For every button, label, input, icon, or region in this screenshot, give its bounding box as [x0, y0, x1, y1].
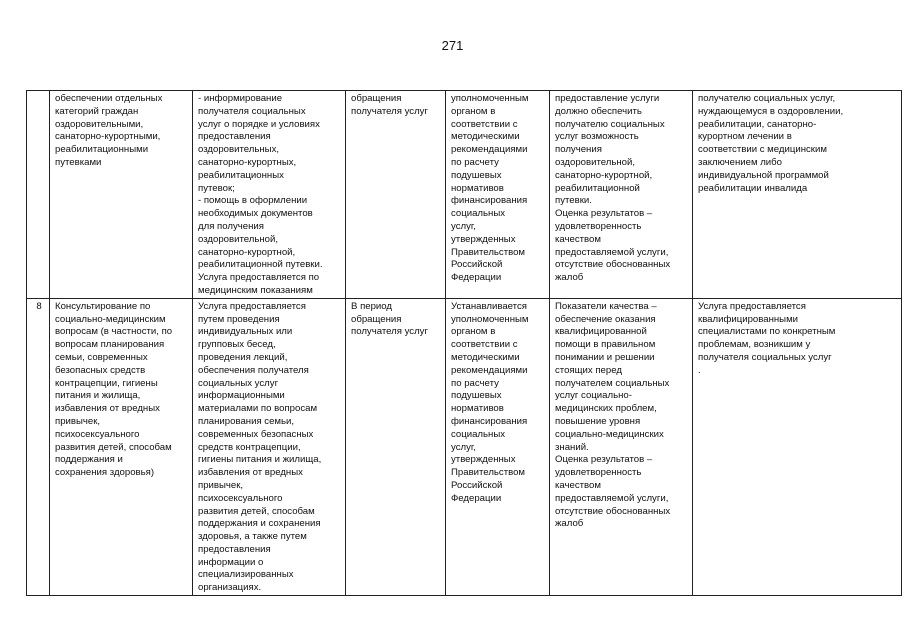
table-row	[27, 91, 902, 299]
table-row	[27, 298, 902, 595]
service-term: В период обращения получателя услуг	[346, 298, 446, 595]
service-norms: уполномоченным органом в соответствии с методическими рекомендациями по расчету подушевых нормативов финансирования социальных услуг, утвержденных Правительством Российской Федерации	[446, 91, 550, 299]
service-term: обращения получателя услуг	[346, 91, 446, 299]
service-conditions: получателю социальных услуг, нуждающемуся в оздоровлении, реабилитации, санаторно- курортном лечении в соответствии с медицинским заключением либо индивидуальной программой реабилитации инвалида	[693, 91, 902, 299]
row-number: 8	[27, 298, 50, 595]
service-quality: предоставление услуги должно обеспечить получателю социальных услуг возможность получения оздоровительной, санаторно-курортной, реабилитационной путевки. Оценка результатов – удовлетворенность качеством предоставляемой услуги, отсутствие обоснованных жалоб	[550, 91, 693, 299]
service-description: - информирование получателя социальных услуг о порядке и условиях предоставления оздоровительных, санаторно-курортных, реабилитационных путевок; - помощь в оформлении необходимых документов для получения оздоровительной, санаторно-курортной, реабилитационной путевки. Услуга предоставляется по медицинским показаниям	[193, 91, 346, 299]
service-quality: Показатели качества – обеспечение оказания квалифицированной помощи в правильном понимании и решении стоящих перед получателем социальных услуг социально- медицинских проблем, повышение уровня социально-медицинских знаний. Оценка результатов – удовлетворенность качеством предоставляемой услуги, отсутствие обоснованных жалоб	[550, 298, 693, 595]
page-number: 271	[441, 38, 464, 53]
service-conditions: Услуга предоставляется квалифицированными специалистами по конкретным проблемам, возникшим у получателя социальных услуг .	[693, 298, 902, 595]
service-name: Консультирование по социально-медицинским вопросам (в частности, по вопросам планирования семьи, современных безопасных средств контрацепции, гигиены питания и жилища, избавления от вредных привычек, психосексуального развития детей, способам поддержания и сохранения здоровья)	[50, 298, 193, 595]
service-description: Услуга предоставляется путем проведения индивидуальных или групповых бесед, проведения лекций, обеспечения получателя социальных услуг информационными материалами по вопросам планирования семьи, современных безопасных средств контрацепции, гигиены питания и жилища, избавления от вредных привычек, психосексуального развития детей, способам поддержания и сохранения здоровья, а также путем предоставления информации о специализированных организациях.	[193, 298, 346, 595]
row-number	[27, 91, 50, 299]
service-norms: Устанавливается уполномоченным органом в соответствии с методическими рекомендациями по расчету подушевых нормативов финансирования социальных услуг, утвержденных Правительством Российской Федерации	[446, 298, 550, 595]
services-table	[26, 90, 902, 596]
service-name: обеспечении отдельных категорий граждан оздоровительными, санаторно-курортными, реабилитационными путевками	[50, 91, 193, 299]
